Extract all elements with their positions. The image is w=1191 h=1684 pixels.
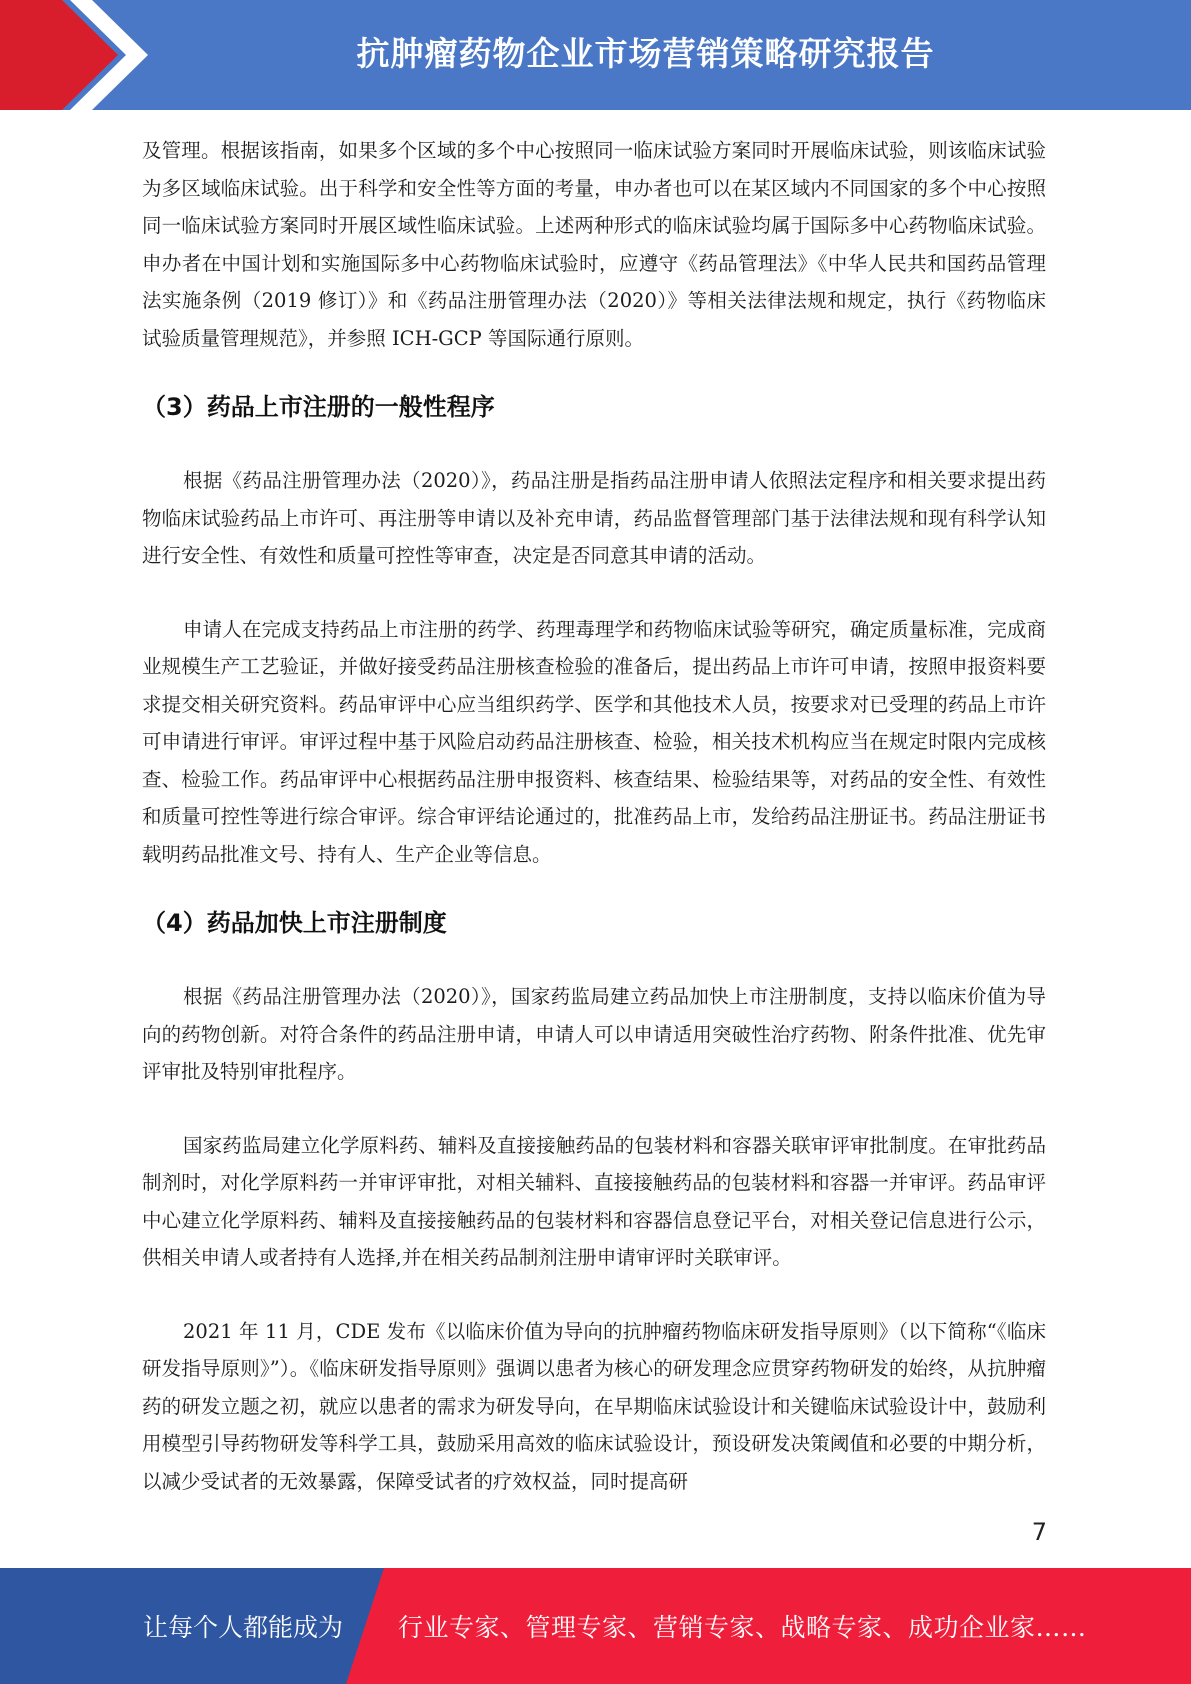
footer-slogan-right: 行业专家、管理专家、营销专家、战略专家、成功企业家…… [398,1613,1087,1642]
section-heading-3: （3）药品上市注册的一般性程序 [142,393,495,421]
section4-paragraph-1: 根据《药品注册管理办法（2020）》，国家药监局建立药品加快上市注册制度，支持以临床价值为导向的药物创新。对符合条件的药品注册申请，申请人可以申请适用突破性治疗药物、附条件批准、优先审评审批及特别审批程序。 [142,985,1046,1083]
page-number: 7 [1031,1518,1047,1546]
footer-slogan-left: 让每个人都能成为 [143,1613,344,1642]
header-chevron-decoration [0,0,160,110]
section3-paragraph-2: 申请人在完成支持药品上市注册的药学、药理毒理学和药物临床试验等研究，确定质量标准，完成商业规模生产工艺验证，并做好接受药品注册核查检验的准备后，提出药品上市许可申请，按照申报资料要求提交相关研究资料。药品审评中心应当组织药学、医学和其他技术人员，按要求对已受理的药品上市许可申请进行审评。审评过程中基于风险启动药品注册核查、检验，相关技术机构应当在规定时限内完成核查、检验工作。药品审评中心根据药品注册申报资料、核查结果、检验结果等，对药品的安全性、有效性和质量可控性等进行综合审评。综合审评结论通过的，批准药品上市，发给药品注册证书。药品注册证书载明药品批准文号、持有人、生产企业等信息。 [142,617,1046,866]
page-header [0,0,1191,110]
section3-paragraph-1: 根据《药品注册管理办法（2020）》，药品注册是指药品注册申请人依照法定程序和相关要求提出药物临床试验药品上市许可、再注册等申请以及补充申请，药品监督管理部门基于法律法规和现有科学认知进行安全性、有效性和质量可控性等审查，决定是否同意其申请的活动。 [142,469,1046,567]
intro-paragraph: 及管理。根据该指南，如果多个区域的多个中心按照同一临床试验方案同时开展临床试验，则该临床试验为多区域临床试验。出于科学和安全性等方面的考量，申办者也可以在某区域内不同国家的多个中心按照同一临床试验方案同时开展区域性临床试验。上述两种形式的临床试验均属于国际多中心药物临床试验。申办者在中国计划和实施国际多中心药物临床试验时，应遵守《药品管理法》《中华人民共和国药品管理法实施条例（2019 修订）》和《药品注册管理办法（2020）》等相关法律法规和规定，执行《药物临床试验质量管理规范》，并参照 ICH-GCP 等国际通行原则。 [142,139,1046,350]
section4-paragraph-2: 国家药监局建立化学原料药、辅料及直接接触药品的包装材料和容器关联审评审批制度。在审批药品制剂时，对化学原料药一并审评审批，对相关辅料、直接接触药品的包装材料和容器一并审评。药品审评中心建立化学原料药、辅料及直接接触药品的包装材料和容器信息登记平台，对相关登记信息进行公示，供相关申请人或者持有人选择,并在相关药品制剂注册申请审评时关联审评。 [142,1133,1046,1269]
section-heading-4: （4）药品加快上市注册制度 [142,909,447,937]
report-title: 抗肿瘤药物企业市场营销策略研究报告 [356,34,935,73]
document-body [142,132,1046,1500]
section4-paragraph-3: 2021 年 11 月，CDE 发布《以临床价值为导向的抗肿瘤药物临床研发指导原则》（以下简称“《临床研发指导原则》”）。《临床研发指导原则》强调以患者为核心的研发理念应贯穿药物研发的始终，从抗肿瘤药的研发立题之初，就应以患者的需求为研发导向，在早期临床试验设计和关键临床试验设计中，鼓励利用模型引导药物研发等科学工具，鼓励采用高效的临床试验设计，预设研发决策阈值和必要的中期分析，以减少受试者的无效暴露，保障受试者的疗效权益，同时提高研 [142,1319,1046,1493]
page-footer [0,1568,1191,1684]
